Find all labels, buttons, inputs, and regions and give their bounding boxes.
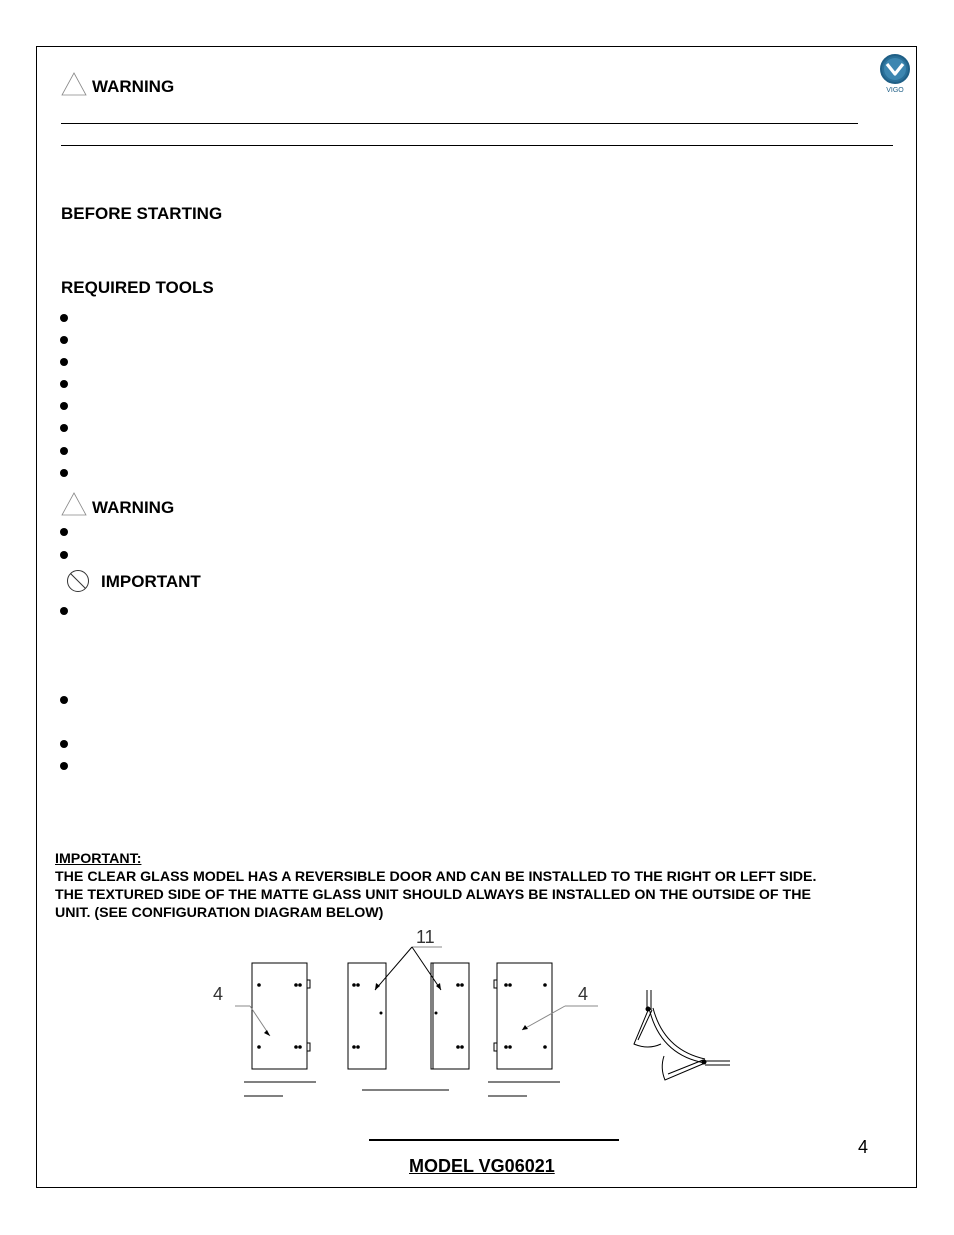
callout-right: 4 (578, 984, 589, 1004)
footer-rule (369, 1139, 619, 1141)
note-title: IMPORTANT: (55, 851, 142, 867)
warning-triangle-icon (61, 492, 87, 516)
tool-bullet (60, 336, 68, 344)
divider-line-1 (61, 123, 858, 124)
warning-top-label: WARNING (92, 77, 175, 96)
divider-line-2 (61, 145, 893, 146)
panel-left (252, 963, 307, 1069)
tool-bullet (60, 380, 68, 388)
note-line-1: THE CLEAR GLASS MODEL HAS A REVERSIBLE DOOR AND CAN BE INSTALLED TO THE RIGHT OR LEFT SIDE. (55, 869, 817, 885)
tool-bullet (60, 314, 68, 322)
tool-bullet (60, 469, 68, 477)
warning-triangle-icon (61, 72, 87, 96)
panel-door-right (431, 963, 469, 1069)
important-bullet (60, 607, 68, 615)
required-tools-heading: REQUIRED TOOLS (61, 278, 214, 297)
logo-text: VIGO (886, 87, 904, 94)
panel-right (497, 963, 552, 1069)
warning-bullet (60, 528, 68, 536)
important-bullet (60, 762, 68, 770)
callout-left: 4 (213, 984, 224, 1004)
tool-bullet (60, 402, 68, 410)
important-mid-label: IMPORTANT (101, 572, 201, 591)
tool-bullet (60, 447, 68, 455)
tool-bullet (60, 358, 68, 366)
important-note (55, 850, 905, 922)
warning-mid-label: WARNING (92, 498, 175, 517)
vigo-logo (877, 52, 913, 94)
important-bullet (60, 740, 68, 748)
before-starting-heading: BEFORE STARTING (61, 204, 223, 223)
page-number: 4 (858, 1137, 869, 1157)
callout-middle: 11 (416, 927, 435, 947)
note-line-3: UNIT. (SEE CONFIGURATION DIAGRAM BELOW) (55, 905, 384, 921)
panel-door-left (348, 963, 386, 1069)
configuration-diagram (200, 925, 760, 1105)
prohibited-icon (66, 569, 90, 593)
tool-bullet (60, 424, 68, 432)
warning-bullet (60, 551, 68, 559)
important-bullet (60, 696, 68, 704)
model-number: MODEL VG06021 (409, 1156, 555, 1176)
note-line-2: THE TEXTURED SIDE OF THE MATTE GLASS UNIT SHOULD ALWAYS BE INSTALLED ON THE OUTSIDE OF THE (55, 887, 811, 903)
